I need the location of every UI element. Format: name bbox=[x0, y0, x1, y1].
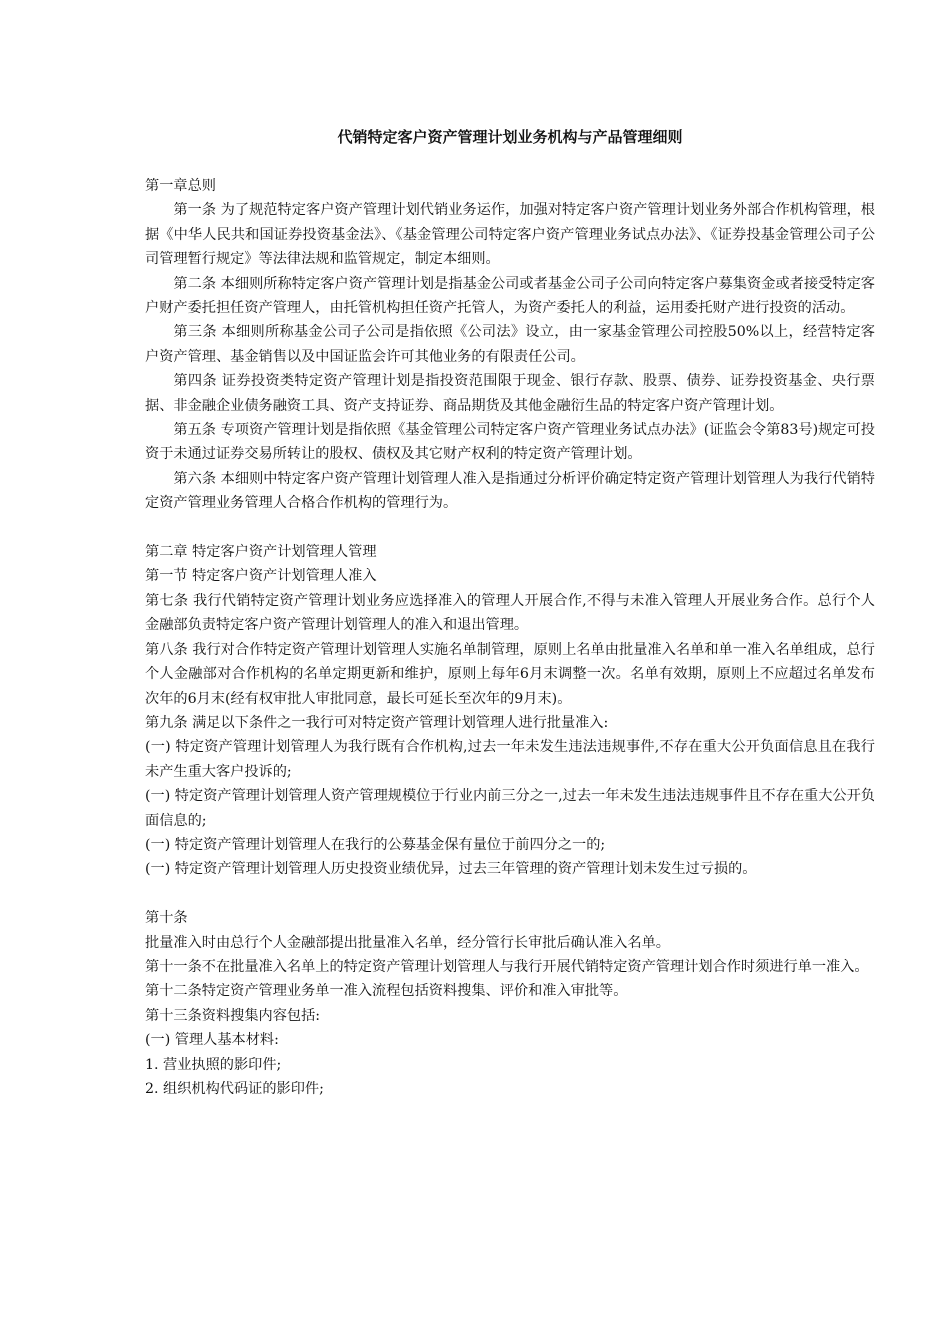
paragraph: 第十一条不在批量准入名单上的特定资产管理计划管理人与我行开展代销特定资产管理计划合作时须进行单一准入。 bbox=[145, 958, 869, 975]
paragraph: 第六条 本细则中特定客户资产管理计划管理人准入是指通过分析评价确定特定资产管理计划管理人为我行代销特定资产管理业务管理人合格合作机构的管理行为。 bbox=[145, 470, 875, 512]
paragraph: 第十三条资料搜集内容包括: bbox=[145, 1007, 321, 1024]
paragraph: 第一章总则 bbox=[145, 178, 216, 194]
paragraph: 第九条 满足以下条件之一我行可对特定资产管理计划管理人进行批量准入: bbox=[145, 714, 609, 731]
paragraph: 第一条 为了规范特定客户资产管理计划代销业务运作，加强对特定客户资产管理计划业务外部合作机构管理，根据《中华人民共和国证券投资基金法》、《基金管理公司特定客户资产管理业务试点办法》、《证券投基金管理公司子公司管理暂行规定》等法律法规和监管规定，制定本细则。 bbox=[145, 202, 875, 268]
paragraph: 第一节 特定客户资产计划管理人准入 bbox=[145, 568, 377, 585]
paragraph: (一) 管理人基本材料: bbox=[145, 1032, 279, 1049]
paragraph: 第四条 证券投资类特定资产管理计划是指投资范围限于现金、银行存款、股票、债券、证券投资基金、央行票据、非金融企业债务融资工具、资产支持证券、商品期货及其他金融衍生品的特定客户资产管理计划。 bbox=[145, 373, 875, 414]
paragraph-spacer bbox=[145, 882, 875, 906]
document-title: 代销特定客户资产管理计划业务机构与产品管理细则 bbox=[337, 128, 683, 146]
paragraph: 第八条 我行对合作特定资产管理计划管理人实施名单制管理，原则上名单由批量准入名单和单一准入名单组成，总行个人金融部对合作机构的名单定期更新和维护，原则上每年6月末调整一次。名单有效期，原则上不应超过名单发布次年的6月末(经有权审批人审批同意，最长可延长至次年的9月末)。 bbox=[145, 641, 875, 707]
paragraph: 第三条 本细则所称基金公司子公司是指依照《公司法》设立，由一家基金管理公司控股50%以上，经营特定客户资产管理、基金销售以及中国证监会许可其他业务的有限责任公司。 bbox=[145, 324, 875, 365]
paragraph: 第五条 专项资产管理计划是指依照《基金管理公司特定客户资产管理业务试点办法》(证监会令第83号)规定可投资于未通过证券交易所转让的股权、债权及其它财产权利的特定资产管理计划。 bbox=[145, 422, 875, 463]
paragraph: 第十二条特定资产管理业务单一准入流程包括资料搜集、评价和准入审批等。 bbox=[145, 983, 628, 1000]
paragraph: 第二条 本细则所称特定客户资产管理计划是指基金公司或者基金公司子公司向特定客户募集资金或者接受特定客户财产委托担任资产管理人，由托管机构担任资产托管人，为资产委托人的利益，运用委托财产进行投资的活动。 bbox=[145, 275, 875, 317]
paragraph: 第七条 我行代销特定资产管理计划业务应选择准入的管理人开展合作,不得与未准入管理人开展业务合作。总行个人金融部负责特定客户资产管理计划管理人的准入和退出管理。 bbox=[145, 592, 875, 634]
paragraph: 1. 营业执照的影印件; bbox=[145, 1056, 282, 1073]
paragraph: (一) 特定资产管理计划管理人资产管理规模位于行业内前三分之一,过去一年未发生违法违规事件且不存在重大公开负面信息的; bbox=[145, 788, 875, 829]
document-body bbox=[145, 174, 875, 1101]
paragraph-spacer bbox=[145, 516, 875, 540]
paragraph: (一) 特定资产管理计划管理人为我行既有合作机构,过去一年未发生违法违规事件,不存在重大公开负面信息且在我行未产生重大客户投诉的; bbox=[145, 739, 875, 780]
paragraph: 第十条 bbox=[145, 910, 188, 927]
paragraph: 2. 组织机构代码证的影印件; bbox=[145, 1081, 324, 1097]
paragraph: (一) 特定资产管理计划管理人历史投资业绩优异，过去三年管理的资产管理计划未发生过亏损的。 bbox=[145, 861, 757, 878]
paragraph: (一) 特定资产管理计划管理人在我行的公募基金保有量位于前四分之一的; bbox=[145, 836, 606, 853]
paragraph: 第二章 特定客户资产计划管理人管理 bbox=[145, 544, 377, 561]
paragraph: 批量准入时由总行个人金融部提出批量准入名单，经分管行长审批后确认准入名单。 bbox=[145, 934, 670, 951]
